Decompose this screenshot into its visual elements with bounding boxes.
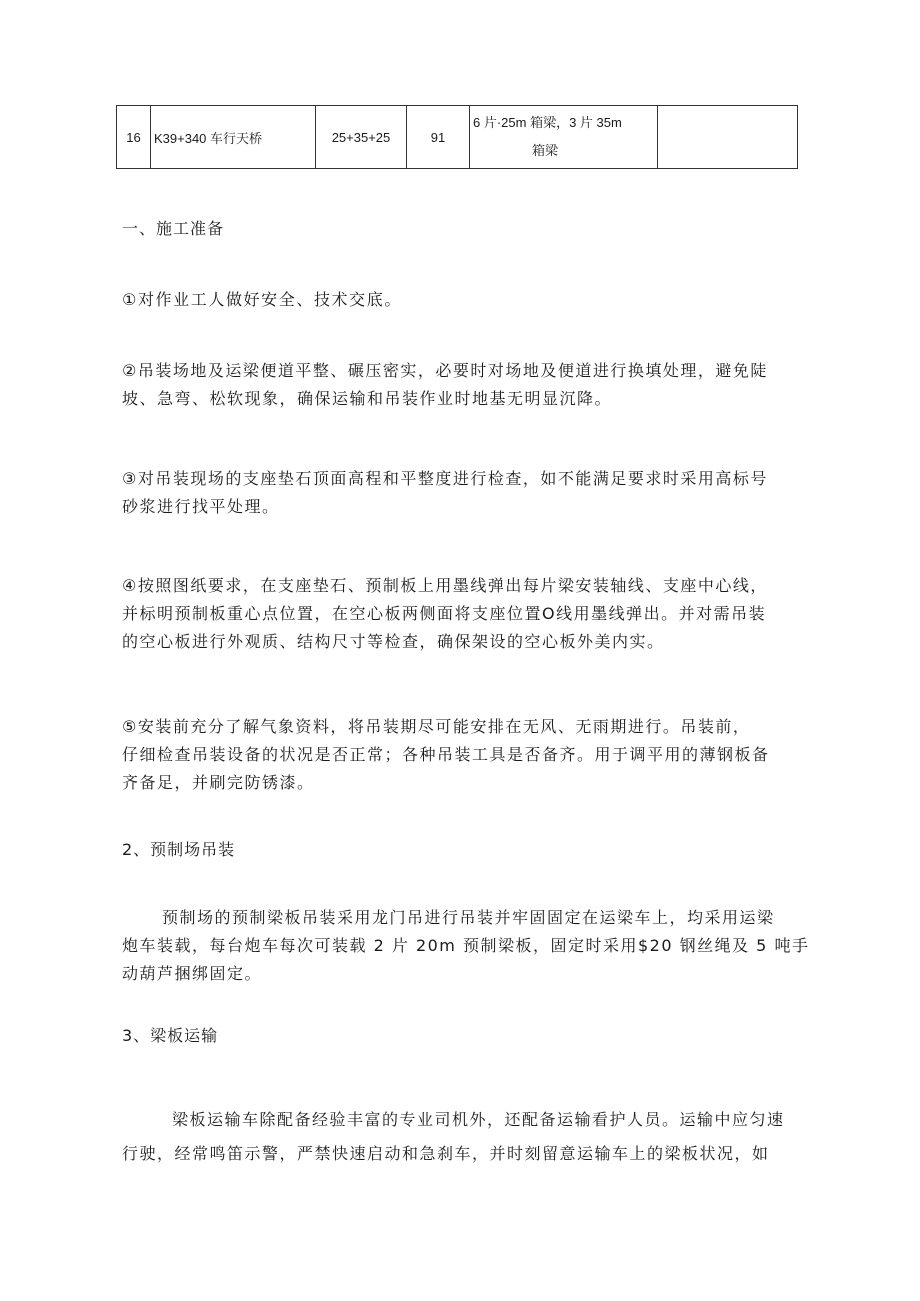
prep-item-4-line-3: 的空心板进行外观质、结构尺寸等检查，确保架设的空心板外美内实。 xyxy=(122,632,665,651)
prep-item-4-line-1: ④按照图纸要求，在支座垫石、预制板上用墨线弹出每片梁安装轴线、支座中心线， xyxy=(122,576,768,595)
cell-beams-line2: 箱梁 xyxy=(531,143,558,158)
bridge-table xyxy=(116,105,798,169)
section-3-body xyxy=(122,1106,812,1168)
section-2-title: 2、预制场吊装 xyxy=(122,840,236,859)
cell-beams-line1: 6 片·25m 箱梁，3 片 35m xyxy=(473,115,622,130)
prep-item-2-line-1: ②吊装场地及运梁便道平整、碾压密实，必要时对场地及便道进行换填处理，避免陡 xyxy=(122,361,768,380)
cell-beams xyxy=(470,106,658,169)
section-2-line-1: 预制场的预制梁板吊装采用龙门吊进行吊装并牢固固定在运梁车上，均采用运梁 xyxy=(162,908,775,927)
prep-item-5 xyxy=(122,713,812,797)
table-row xyxy=(117,106,798,169)
cell-number: 16 xyxy=(117,106,151,169)
prep-item-3-line-2: 砂浆进行找平处理。 xyxy=(122,497,280,516)
section-3-line-2: 行驶，经常鸣笛示警，严禁快速启动和急刹车，并时刻留意运输车上的梁板状况，如 xyxy=(122,1144,770,1163)
section-1-title: 一、施工准备 xyxy=(122,219,225,238)
section-2-line-2: 炮车装载，每台炮车每次可装载 2 片 20m 预制梁板，固定时采用$20 钢丝绳及 5 吨手 xyxy=(122,936,810,955)
cell-remark xyxy=(658,106,798,169)
cell-span: 25+35+25 xyxy=(316,106,407,169)
cell-length: 91 xyxy=(407,106,470,169)
prep-item-3 xyxy=(122,465,812,521)
prep-item-2-line-2: 坡、急弯、松软现象，确保运输和吊装作业时地基无明显沉降。 xyxy=(122,389,613,408)
prep-item-5-line-2: 仔细检查吊装设备的状况是否正常；各种吊装工具是否备齐。用于调平用的薄钢板备 xyxy=(122,745,770,764)
prep-item-1: ①对作业工人做好安全、技术交底。 xyxy=(122,290,402,309)
prep-item-3-line-1: ③对吊装现场的支座垫石顶面高程和平整度进行检查，如不能满足要求时采用高标号 xyxy=(122,469,768,488)
section-2-body xyxy=(122,904,812,988)
prep-item-5-line-3: 齐备足，并刷完防锈漆。 xyxy=(122,773,315,792)
prep-item-5-line-1: ⑤安装前充分了解气象资料，将吊装期尽可能安排在无风、无雨期进行。吊装前， xyxy=(122,717,751,736)
prep-item-2 xyxy=(122,357,812,413)
section-2-line-3: 动葫芦捆绑固定。 xyxy=(122,964,263,983)
prep-item-4-line-2: 并标明预制板重心点位置，在空心板两侧面将支座位置O线用墨线弹出。并对需吊装 xyxy=(122,604,767,623)
section-3-title: 3、梁板运输 xyxy=(122,1026,219,1045)
prep-item-4 xyxy=(122,572,812,656)
section-3-line-1: 梁板运输车除配备经验丰富的专业司机外，还配备运输看护人员。运输中应匀速 xyxy=(172,1110,785,1129)
cell-bridge-name: K39+340 车行天桥 xyxy=(151,106,316,169)
